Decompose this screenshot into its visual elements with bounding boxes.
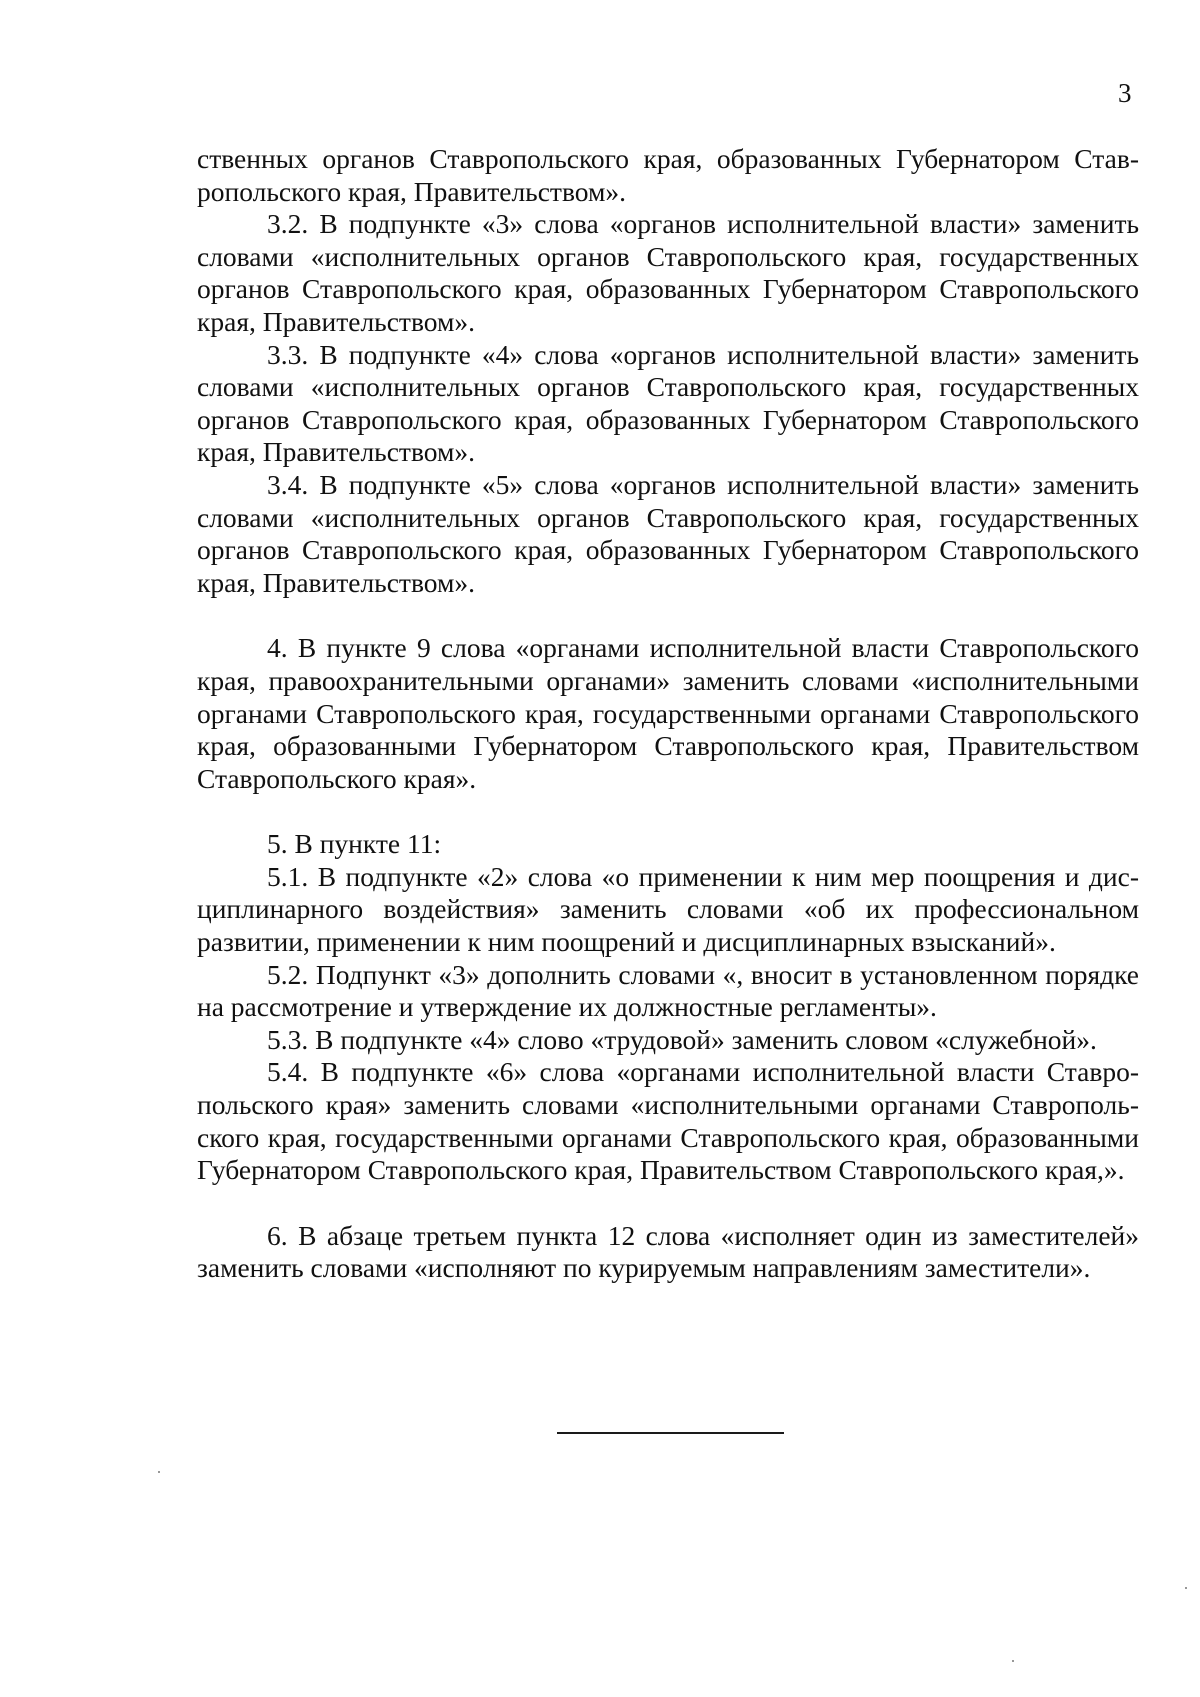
paragraph-6: 6. В абзаце третьем пункта 12 слова «исполняет один из заместителей» заменить словами «исполняют по курируемым направлениям заместители». <box>197 1219 1139 1284</box>
paragraph-5: 5. В пункте 11: <box>267 828 442 860</box>
paragraph-continuation: ственных органов Ставропольского края, образованных Губернатором Ставропольского края, Правительством». <box>197 143 1139 207</box>
paragraph-4: 4. В пункте 9 слова «органами исполнительной власти Ставропольского края, правоохранительными органами» заменить словами «исполнительными органами Ставропольского края, государственными органами Ставропольского края, образованными Губернатором Ставропольского края, Правительством Ставропольского края». <box>197 632 1139 794</box>
paragraph-5-4: 5.4. В подпункте «6» слова «органами исполнительной власти Ставропольского края» заменить словами «исполнительными органами Ставропольского края, государственными органами Ставропольского края, образованными Губернатором Ставропольского края, Правительством Ставропольского края,». <box>197 1056 1139 1186</box>
end-separator-line <box>557 1432 784 1434</box>
paragraph-5-2: 5.2. Подпункт «3» дополнить словами «, вносит в установленном порядке на рассмотрение и утверждение их должностные регламенты». <box>197 958 1139 1023</box>
paragraph-3-3: 3.3. В подпункте «4» слова «органов исполнительной власти» заменить словами «исполнительных органов Ставропольского края, государственных органов Ставропольского края, образованных Губернатором Ставропольского края, Правительством». <box>197 338 1139 468</box>
page-number: 3 <box>1118 78 1132 108</box>
paragraph-3-4: 3.4. В подпункте «5» слова «органов исполнительной власти» заменить словами «исполнительных органов Ставропольского края, государственных органов Ставропольского края, образованных Губернатором Ставропольского края, Правительством». <box>197 468 1139 598</box>
paragraph-5-1: 5.1. В подпункте «2» слова «о применении к ним мер поощрения и дисциплинарного воздействия» заменить словами «об их профессиональном развитии, применении к ним поощрений и дисциплинарных взысканий». <box>197 860 1139 958</box>
scan-speck <box>1185 1587 1187 1589</box>
paragraph-3-2: 3.2. В подпункте «3» слова «органов исполнительной власти» заменить словами «исполнительных органов Ставропольского края, государственных органов Ставропольского края, образованных Губернатором Ставропольского края, Правительством». <box>197 208 1139 337</box>
paragraph-5-3: 5.3. В подпункте «4» слово «трудовой» заменить словом «служебной». <box>267 1023 1097 1055</box>
scan-speck <box>158 1471 160 1473</box>
document-body <box>197 143 1139 1285</box>
scan-speck <box>1012 1660 1014 1662</box>
